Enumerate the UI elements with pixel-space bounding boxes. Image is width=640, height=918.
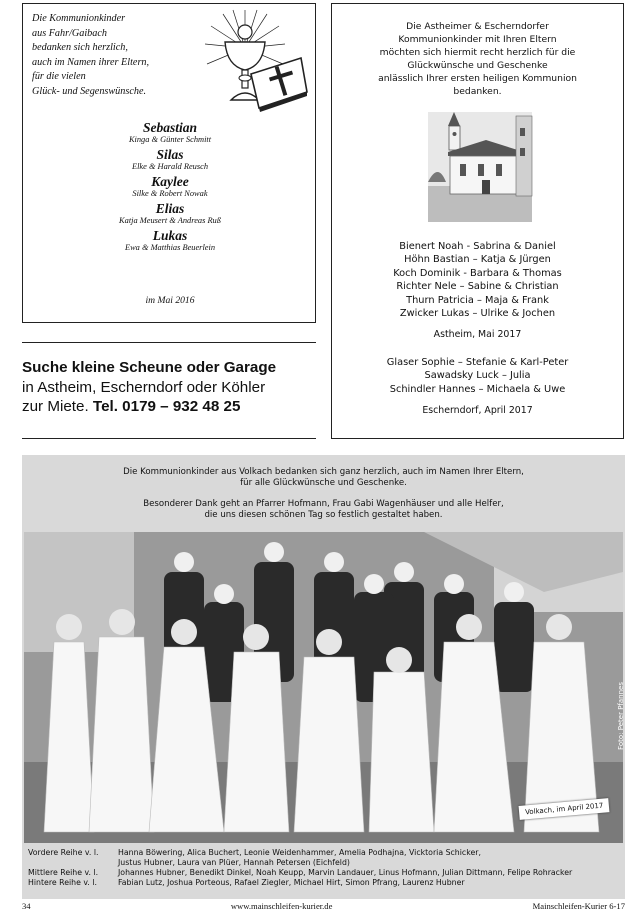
thanks-ad-fahr-gaibach xyxy=(22,3,316,323)
photo-row xyxy=(28,868,623,878)
thanks-text: Die Astheimer & Escherndorfer Kommunionkinder mit Ihren Eltern möchten sich hiermit recht herzlich für die Glückwünsche und Geschenke anlässlich Ihrer ersten heiligen Kommunion bedanken. xyxy=(378,21,577,97)
classified-line: in Astheim, Escherndorf oder Köhler xyxy=(22,378,266,396)
family-line: Sawadsky Luck – Julia xyxy=(424,370,531,382)
special-thanks-text: Besonderer Dank geht an Pfarrer Hofmann, Frau Gabi Wagenhäuser und alle Helfer, die uns diesen schönen Tag so festlich gestaltet haben. xyxy=(143,499,504,521)
family-line: Höhn Bastian – Katja & Jürgen xyxy=(404,254,551,266)
page-number: 34 xyxy=(22,901,31,911)
kid-name: Lukas xyxy=(152,228,188,243)
family-line: Glaser Sophie – Stefanie & Karl-Peter xyxy=(386,357,569,368)
divider xyxy=(22,342,316,343)
kid-name: Sebastian xyxy=(142,120,197,135)
photo-credit: Foto: Peter Pfannes xyxy=(617,682,625,750)
family-line: Koch Dominik - Barbara & Thomas xyxy=(393,267,562,279)
family-line: Richter Nele – Sabine & Christian xyxy=(396,281,559,293)
family-line: Schindler Hannes – Michaela & Uwe xyxy=(389,383,566,395)
kid-name: Elias xyxy=(155,201,185,216)
kid-entry xyxy=(23,175,317,199)
row-label: Hintere Reihe v. l. xyxy=(28,878,97,887)
kid-name: Silas xyxy=(156,147,184,162)
thanks-text: Die Kommunionkinder aus Volkach bedanken sich ganz herzlich, auch im Namen Ihrer Eltern, für alle Glückwünsche und Geschenke. xyxy=(123,467,524,489)
kid-parents: Elke & Harald Reusch xyxy=(131,162,209,171)
group-photo xyxy=(24,532,623,843)
classified-phone: Tel. 0179 – 932 48 25 xyxy=(92,398,241,415)
place-date: Astheim, Mai 2017 xyxy=(433,329,522,341)
astheim-group xyxy=(332,240,623,342)
photo-caption-tag: Volkach, im April 2017 xyxy=(518,798,609,820)
kids-list xyxy=(23,121,317,256)
kid-parents: Silke & Robert Nowak xyxy=(132,189,208,198)
photo-rows-caption xyxy=(28,848,623,888)
thanks-ad-volkach xyxy=(22,455,625,899)
divider xyxy=(22,438,316,439)
kid-name: Kaylee xyxy=(151,174,189,189)
footer-url[interactable]: www.mainschleifen-kurier.de xyxy=(230,901,333,911)
classified-line xyxy=(22,397,322,417)
page-footer xyxy=(22,901,625,911)
kid-entry xyxy=(23,229,317,253)
family-line: Thurn Patricia – Maja & Frank xyxy=(406,294,549,306)
family-line: Zwicker Lukas – Ulrike & Jochen xyxy=(399,308,556,320)
chalice-bible-icon xyxy=(203,8,313,116)
thanks-text: Die Kommunionkinder aus Fahr/Gaibach bedanken sich herzlich, auch im Namen ihrer Eltern, für die vielen Glück- und Segenswünsche. xyxy=(32,13,150,97)
kid-entry xyxy=(23,121,317,145)
photo-row xyxy=(28,848,623,868)
issue-label: Mainschleifen-Kurier 6-17 xyxy=(532,901,625,911)
classified-line-prefix: zur Miete. xyxy=(22,398,89,415)
group-photo-drawing xyxy=(24,532,623,843)
row-names: Hanna Böwering, Alica Buchert, Leonie Weidenhammer, Amelia Podhajna, Vicktoria Schicker, Justus Hubner, Laura van Plüer, Hannah Petersen (Eichfeld) xyxy=(118,848,481,867)
kid-entry xyxy=(23,148,317,172)
church-photo xyxy=(428,112,532,222)
row-label: Mittlere Reihe v. l. xyxy=(28,868,99,877)
family-line: Bienert Noah - Sabrina & Daniel xyxy=(399,241,556,252)
escherndorf-group xyxy=(332,356,623,418)
place-date: Escherndorf, April 2017 xyxy=(422,405,533,417)
kid-parents: Katja Meusert & Andreas Ruß xyxy=(119,216,221,225)
kid-entry xyxy=(23,202,317,226)
photo-row xyxy=(28,878,623,888)
thanks-ad-astheim-escherndorf xyxy=(331,3,624,439)
classified-ad xyxy=(22,358,322,417)
kid-parents: Ewa & Matthias Beuerlein xyxy=(124,243,216,252)
row-names: Fabian Lutz, Joshua Porteous, Rafael Ziegler, Michael Hirt, Simon Pfrang, Laurenz Hubner xyxy=(118,878,465,887)
row-names: Johannes Hubner, Benedikt Dinkel, Noah Keupp, Marvin Landauer, Linus Hofmann, Julian Dittmann, Felipe Rohracker xyxy=(118,868,573,877)
ad-date: im Mai 2016 xyxy=(145,295,195,306)
row-label: Vordere Reihe v. l. xyxy=(28,848,99,857)
classified-headline: Suche kleine Scheune oder Garage xyxy=(22,359,277,376)
kid-parents: Kinga & Günter Schmitt xyxy=(128,135,212,144)
